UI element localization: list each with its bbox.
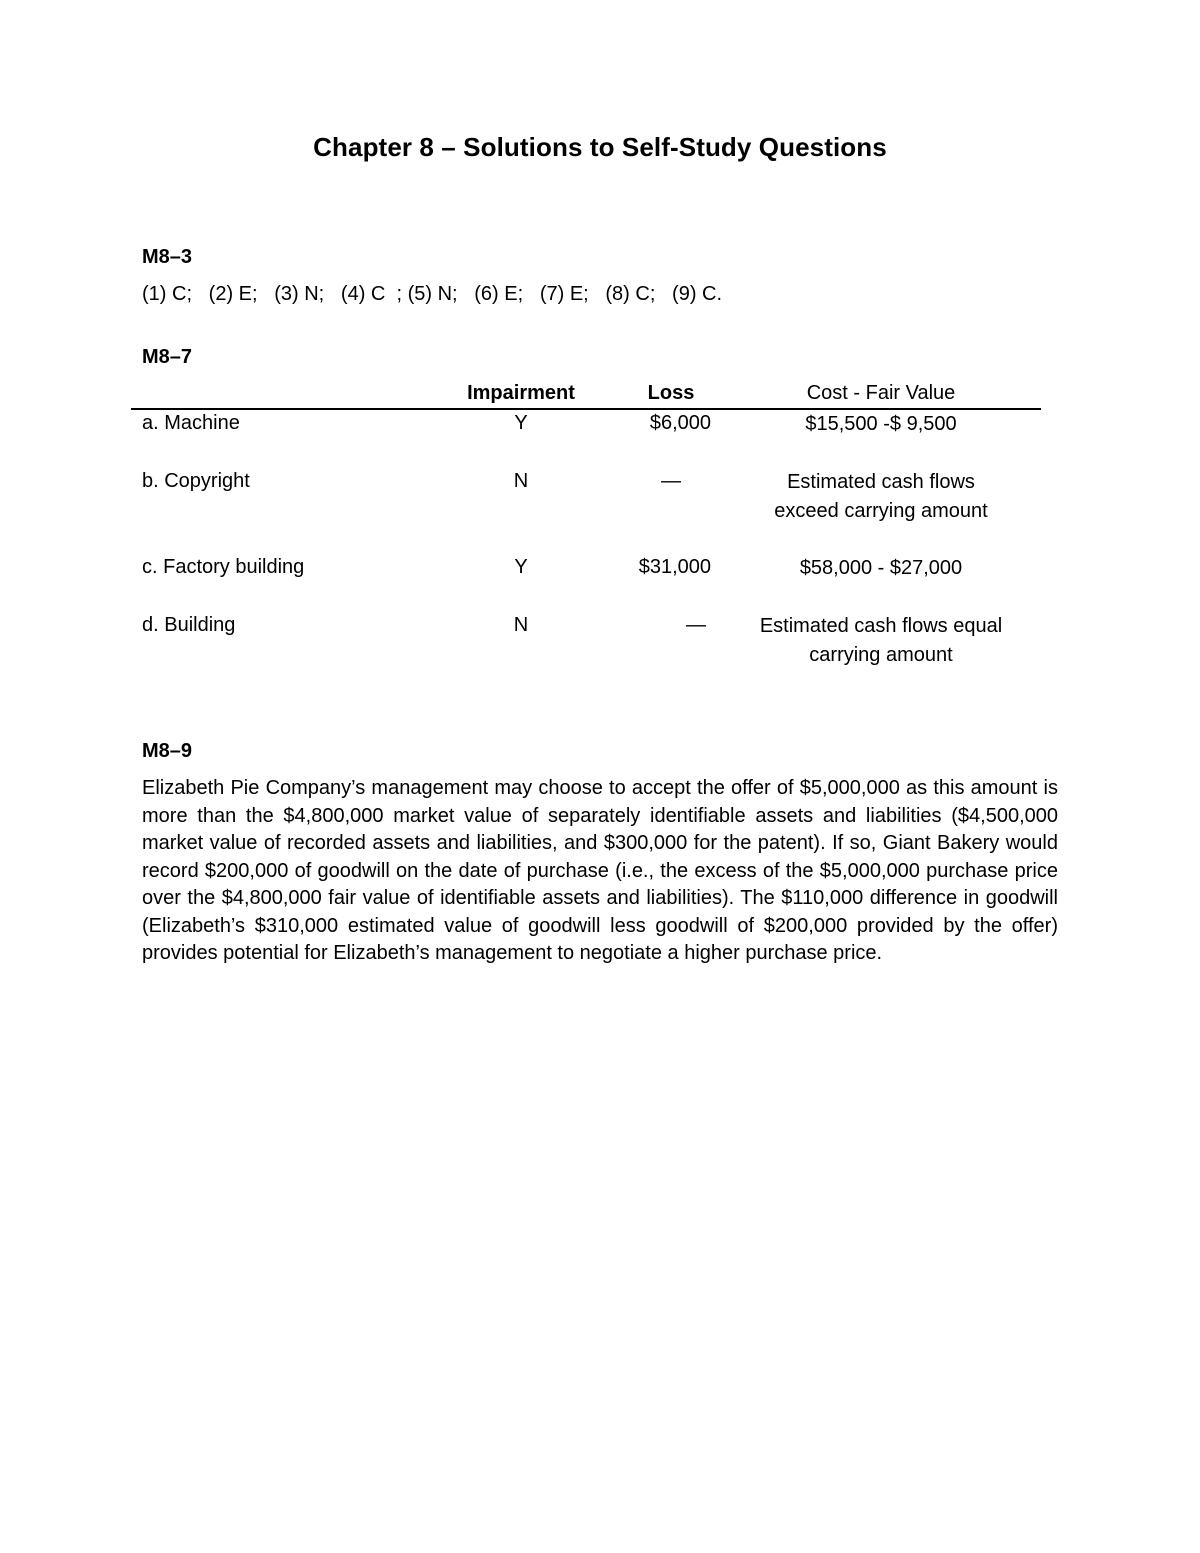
row-item: d. Building [142, 614, 236, 636]
section-heading-m8-9: M8–9 [142, 740, 193, 762]
row-item: a. Machine [142, 412, 240, 434]
row-loss: — [661, 470, 681, 492]
m8-3-answers: (1) C; (2) E; (3) N; (4) C ; (5) N; (6) E; (7) E; (8) C; (9) C. [142, 283, 723, 305]
table-row [131, 470, 1041, 530]
row-cost-fair-value: Estimated cash flows exceed carrying amount [774, 471, 988, 522]
table-row [131, 556, 1041, 616]
row-impairment: Y [514, 412, 528, 434]
column-header-loss: Loss [647, 382, 695, 404]
row-impairment: N [513, 614, 529, 636]
row-loss: $31,000 [638, 556, 711, 578]
section-heading-m8-3: M8–3 [142, 246, 193, 268]
row-impairment: Y [514, 556, 528, 578]
row-item: c. Factory building [142, 556, 305, 578]
m8-9-paragraph: Elizabeth Pie Company’s management may choose to accept the offer of $5,000,000 as this amount is more than the $4,800,000 market value of separately identifiable assets and liabilities ($4,500,000 market value of recorded assets and liabilities, and $300,000 for the patent). If so, Giant Bakery would record $200,000 of goodwill on the date of purchase (i.e., the excess of the $5,000,000 purchase price over the $4,800,000 fair value of identifiable assets and liabilities). The $110,000 difference in goodwill (Elizabeth’s $310,000 estimated value of goodwill less goodwill of $200,000 provided by the offer) provides potential for Elizabeth’s management to negotiate a higher purchase price. [142, 777, 1058, 964]
column-header-cost-fair-value: Cost - Fair Value [806, 382, 956, 404]
table-header [131, 380, 1041, 410]
row-item: b. Copyright [142, 470, 250, 492]
section-heading-m8-7: M8–7 [142, 346, 193, 368]
column-header-impairment: Impairment [467, 382, 575, 404]
page-title: Chapter 8 – Solutions to Self-Study Questions [313, 132, 887, 162]
row-cost-fair-value: $58,000 - $27,000 [799, 557, 963, 579]
row-loss: — [686, 614, 706, 636]
row-cost-fair-value: $15,500 -$ 9,500 [805, 413, 957, 435]
row-impairment: N [513, 470, 529, 492]
row-loss: $6,000 [649, 412, 711, 434]
table-row [131, 412, 1041, 472]
table-row [131, 614, 1041, 674]
row-cost-fair-value: Estimated cash flows equal carrying amount [759, 615, 1003, 666]
